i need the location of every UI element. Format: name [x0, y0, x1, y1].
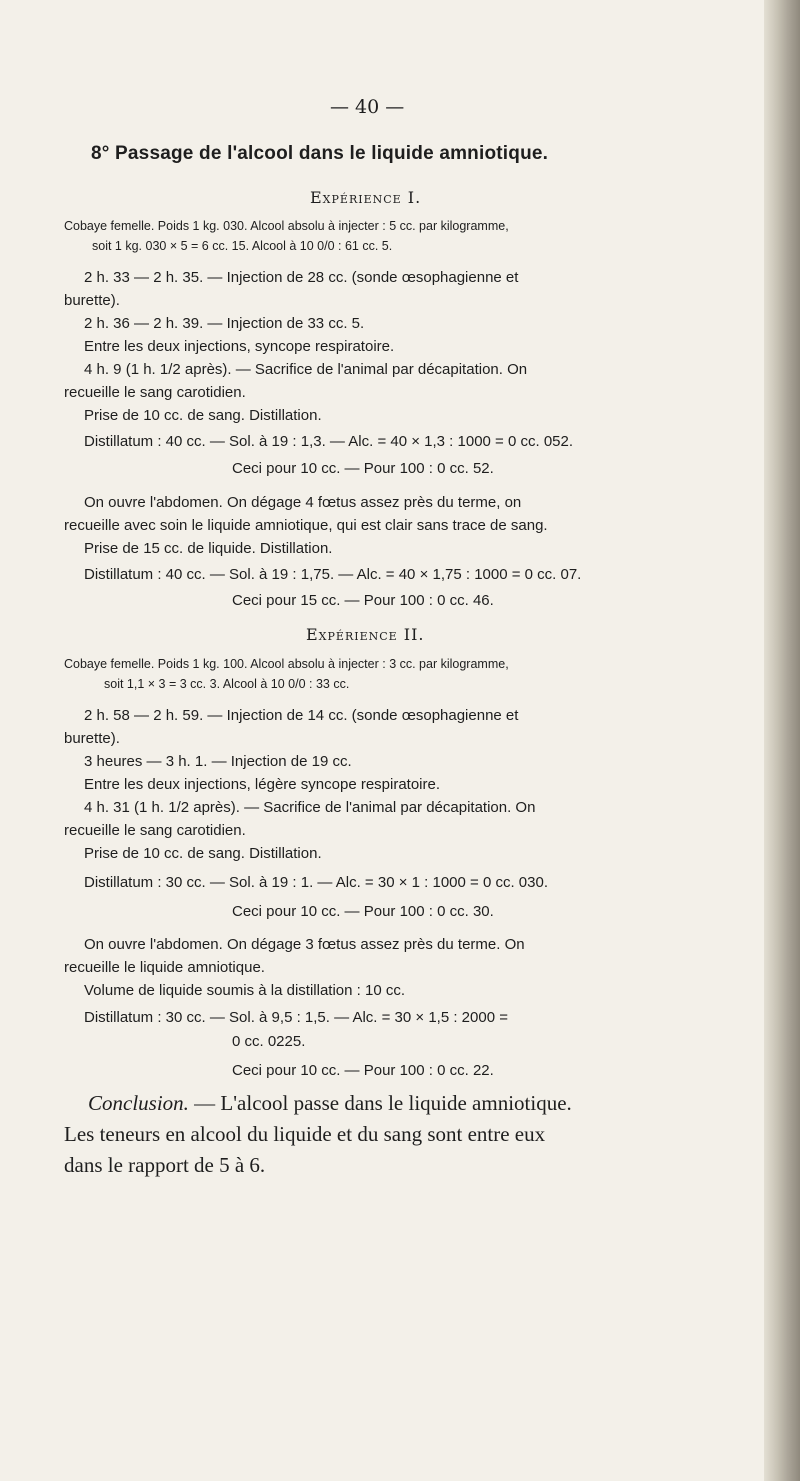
experience-1-title: Expérience I.: [310, 188, 422, 207]
experience-1-sacrifice-line-2: recueille le sang carotidien.: [64, 384, 246, 401]
experience-1-injection-1-line-2: burette).: [64, 292, 120, 309]
conclusion-line-1: [88, 1091, 572, 1116]
experience-1-intro-line-2: soit 1 kg. 030 × 5 = 6 cc. 15. Alcool à 10 0/0 : 61 cc. 5.: [92, 239, 393, 253]
experience-2-abdomen-line-2: recueille le liquide amniotique.: [64, 959, 265, 976]
page-number: — 40 —: [330, 96, 405, 118]
experience-2-blood-sample: Prise de 10 cc. de sang. Distillation.: [84, 845, 322, 862]
experience-2-intro-line-1: Cobaye femelle. Poids 1 kg. 100. Alcool absolu à injecter : 3 cc. par kilogramme,: [64, 657, 509, 671]
experience-2-intro-line-2: soit 1,1 × 3 = 3 cc. 3. Alcool à 10 0/0 : 33 cc.: [104, 677, 350, 691]
section-title: 8° Passage de l'alcool dans le liquide amniotique.: [91, 143, 549, 164]
experience-2-blood-result: Ceci pour 10 cc. — Pour 100 : 0 cc. 30.: [232, 903, 494, 920]
experience-1-intro-line-1: Cobaye femelle. Poids 1 kg. 030. Alcool absolu à injecter : 5 cc. par kilogramme,: [64, 219, 509, 233]
experience-2-injection-1-line-2: burette).: [64, 730, 120, 747]
experience-2-injection-1-line-1: 2 h. 58 — 2 h. 59. — Injection de 14 cc. (sonde œsophagienne et: [84, 707, 519, 724]
conclusion-text-1: — L'alcool passe dans le liquide amniotique.: [188, 1091, 572, 1115]
experience-2-syncope: Entre les deux injections, légère syncope respiratoire.: [84, 776, 441, 793]
experience-2-sacrifice-line-1: 4 h. 31 (1 h. 1/2 après). — Sacrifice de l'animal par décapitation. On: [84, 799, 536, 816]
experience-1-blood-result: Ceci pour 10 cc. — Pour 100 : 0 cc. 52.: [232, 460, 494, 477]
conclusion-line-2: Les teneurs en alcool du liquide et du sang sont entre eux: [64, 1122, 546, 1146]
experience-1-syncope: Entre les deux injections, syncope respiratoire.: [84, 338, 395, 355]
conclusion-label: Conclusion.: [88, 1091, 189, 1115]
experience-1-liquid-distillatum: Distillatum : 40 cc. — Sol. à 19 : 1,75. — Alc. = 40 × 1,75 : 1000 = 0 cc. 07.: [84, 566, 582, 583]
experience-1-sacrifice-line-1: 4 h. 9 (1 h. 1/2 après). — Sacrifice de l'animal par décapitation. On: [84, 361, 528, 378]
experience-1-liquid-result: Ceci pour 15 cc. — Pour 100 : 0 cc. 46.: [232, 592, 494, 609]
experience-1-abdomen-line-2: recueille avec soin le liquide amniotique, qui est clair sans trace de sang.: [64, 517, 548, 534]
experience-1-blood-distillatum: Distillatum : 40 cc. — Sol. à 19 : 1,3. — Alc. = 40 × 1,3 : 1000 = 0 cc. 052.: [84, 433, 574, 450]
experience-2-liquid-result: Ceci pour 10 cc. — Pour 100 : 0 cc. 22.: [232, 1062, 494, 1079]
experience-2-blood-distillatum: Distillatum : 30 cc. — Sol. à 19 : 1. — Alc. = 30 × 1 : 1000 = 0 cc. 030.: [84, 874, 548, 891]
conclusion-line-3: dans le rapport de 5 à 6.: [64, 1153, 266, 1177]
experience-2-liquid-distillatum-line-1: Distillatum : 30 cc. — Sol. à 9,5 : 1,5. — Alc. = 30 × 1,5 : 2000 =: [84, 1009, 508, 1026]
experience-1-blood-sample: Prise de 10 cc. de sang. Distillation.: [84, 407, 322, 424]
experience-1-abdomen-line-1: On ouvre l'abdomen. On dégage 4 fœtus assez près du terme, on: [84, 494, 522, 511]
experience-1-liquid-sample: Prise de 15 cc. de liquide. Distillation.: [84, 540, 333, 557]
experience-2-injection-2: 3 heures — 3 h. 1. — Injection de 19 cc.: [84, 753, 352, 770]
experience-2-abdomen-line-1: On ouvre l'abdomen. On dégage 3 fœtus assez près du terme. On: [84, 936, 525, 953]
experience-1-injection-2: 2 h. 36 — 2 h. 39. — Injection de 33 cc. 5.: [84, 315, 365, 332]
experience-2-liquid-volume: Volume de liquide soumis à la distillation : 10 cc.: [84, 982, 406, 999]
experience-1-injection-1-line-1: 2 h. 33 — 2 h. 35. — Injection de 28 cc. (sonde œsophagienne et: [84, 269, 519, 286]
experience-2-title: Expérience II.: [306, 625, 425, 644]
experience-2-sacrifice-line-2: recueille le sang carotidien.: [64, 822, 246, 839]
experience-2-liquid-distillatum-line-2: 0 cc. 0225.: [232, 1033, 306, 1050]
